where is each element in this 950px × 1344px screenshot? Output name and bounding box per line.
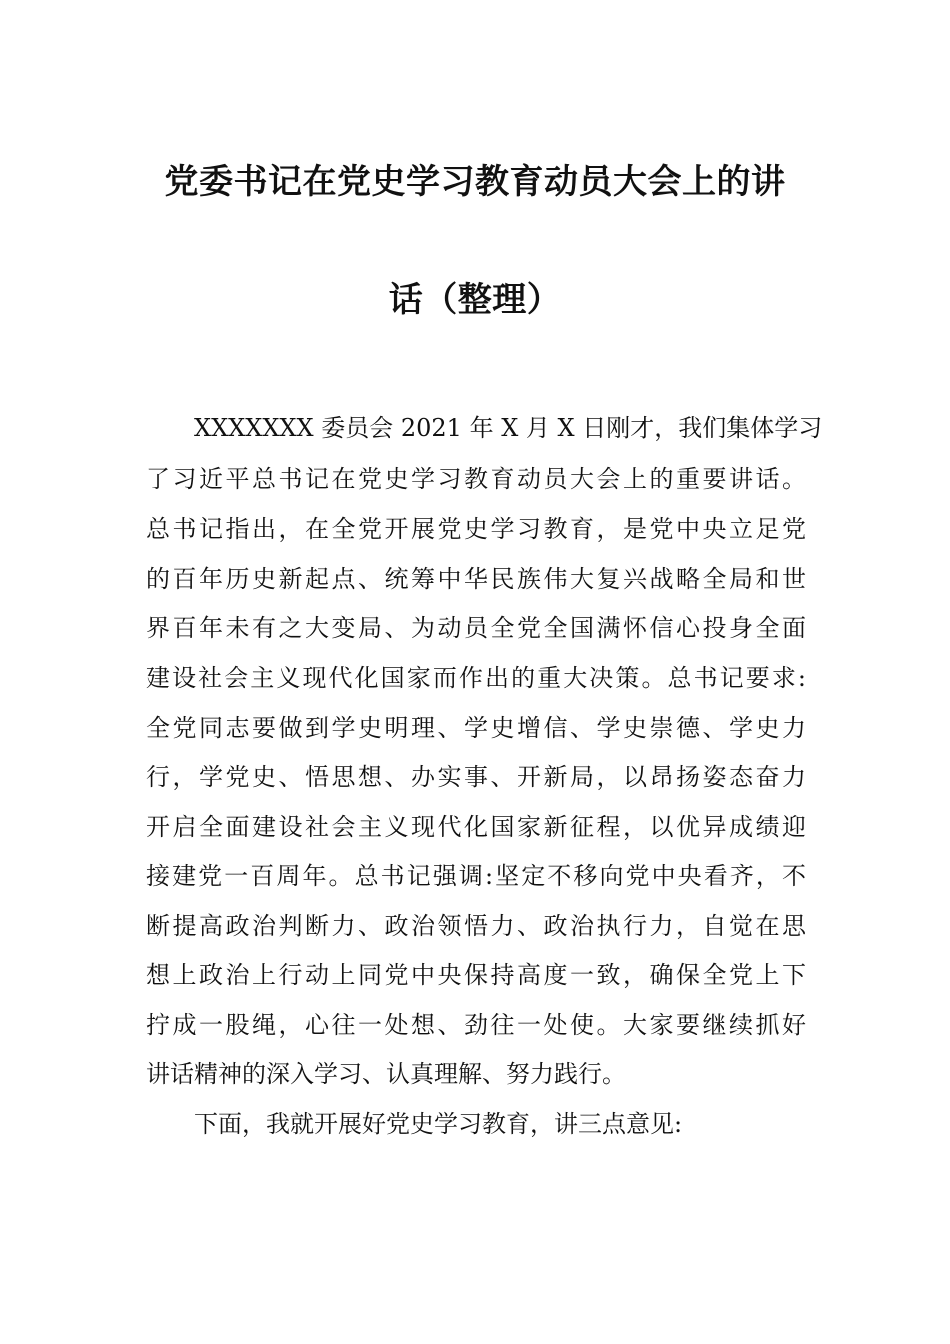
- paragraph-1-line-11: 断提高政治判断力、政治领悟力、政治执行力，自觉在思: [146, 912, 806, 940]
- paragraph-1-line-2: 了习近平总书记在党史学习教育动员大会上的重要讲话。: [146, 465, 806, 493]
- paragraph-1-line-10: 接建党一百周年。总书记强调:坚定不移向党中央看齐，不: [146, 862, 806, 890]
- document-title-line-1: 党委书记在党史学习教育动员大会上的讲: [164, 162, 786, 202]
- paragraph-1-line-6: 建设社会主义现代化国家而作出的重大决策。总书记要求:: [146, 664, 806, 692]
- paragraph-1-line-13: 拧成一股绳，心往一处想、劲往一处使。大家要继续抓好: [146, 1011, 806, 1039]
- paragraph-1-line-7: 全党同志要做到学史明理、学史增信、学史崇德、学史力: [146, 714, 806, 742]
- document-title-line-2: 话（整理）: [388, 280, 562, 320]
- paragraph-1-line-5: 界百年未有之大变局、为动员全党全国满怀信心投身全面: [146, 614, 806, 642]
- paragraph-1-line-1: XXXXXXX 委员会 2021 年 X 月 X 日刚才，我们集体学习: [194, 414, 823, 442]
- paragraph-1-line-8: 行，学党史、悟思想、办实事、开新局，以昂扬姿态奋力: [146, 763, 806, 791]
- paragraph-1-line-12: 想上政治上行动上同党中央保持高度一致，确保全党上下: [146, 961, 806, 989]
- paragraph-2-line-1: 下面，我就开展好党史学习教育，讲三点意见:: [194, 1110, 683, 1138]
- paragraph-1-line-9: 开启全面建设社会主义现代化国家新征程，以优异成绩迎: [146, 813, 806, 841]
- paragraph-1-line-14: 讲话精神的深入学习、认真理解、努力践行。: [146, 1060, 626, 1088]
- paragraph-1-line-4: 的百年历史新起点、统筹中华民族伟大复兴战略全局和世: [146, 565, 806, 593]
- paragraph-1-line-3: 总书记指出，在全党开展党史学习教育，是党中央立足党: [146, 515, 806, 543]
